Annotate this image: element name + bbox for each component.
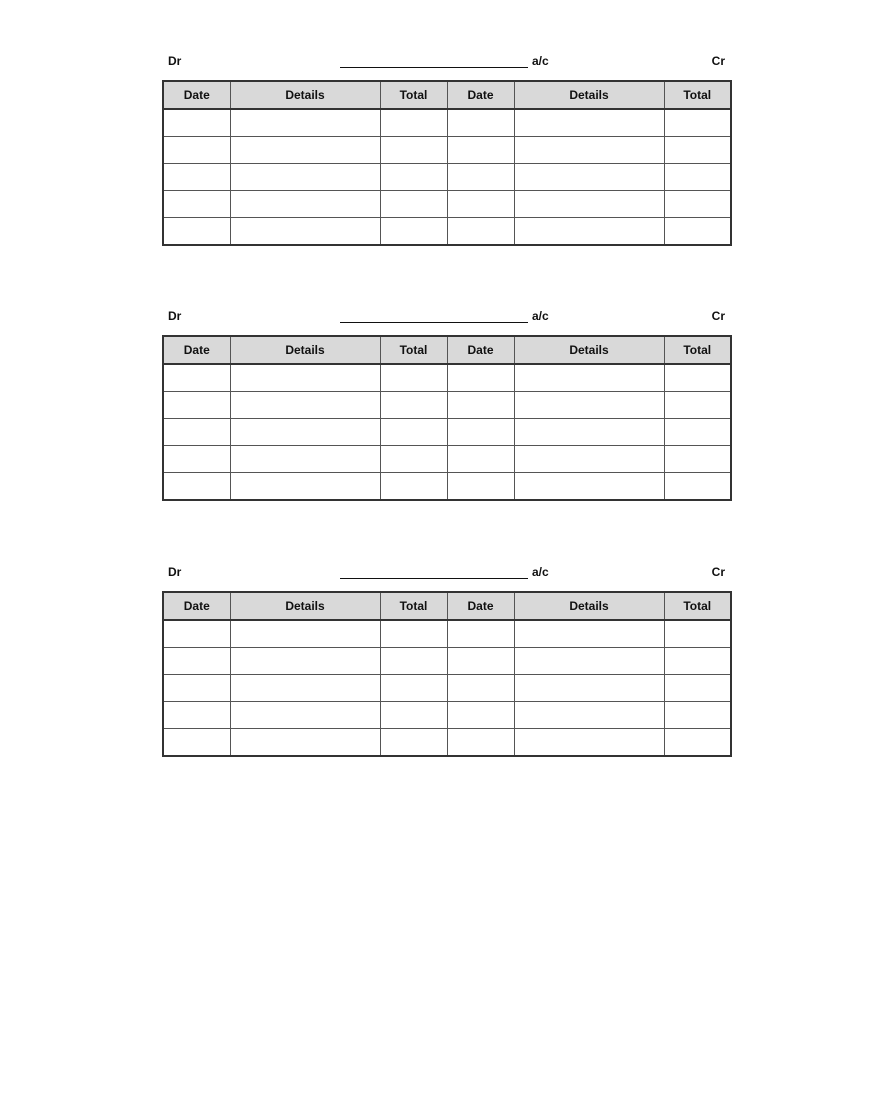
column-header-debit-date: Date — [163, 336, 230, 364]
table-cell[interactable] — [514, 218, 664, 246]
table-cell[interactable] — [514, 109, 664, 137]
table-row — [163, 191, 731, 218]
debit-label: Dr — [168, 54, 182, 68]
ledger-account-2 — [162, 309, 732, 501]
table-cell[interactable] — [447, 109, 514, 137]
account-name-blank[interactable] — [340, 566, 528, 579]
table-cell[interactable] — [163, 364, 230, 392]
table-cell[interactable] — [514, 729, 664, 757]
credit-label: Cr — [711, 565, 725, 579]
account-name-blank[interactable] — [340, 310, 528, 323]
table-cell[interactable] — [163, 648, 230, 675]
column-header-debit-date: Date — [163, 81, 230, 109]
table-cell[interactable] — [163, 446, 230, 473]
ledger-account-3 — [162, 565, 732, 757]
table-cell[interactable] — [514, 164, 664, 191]
column-header-debit-total: Total — [380, 592, 447, 620]
table-cell[interactable] — [380, 473, 447, 501]
column-header-credit-date: Date — [447, 81, 514, 109]
table-row — [163, 218, 731, 246]
account-name-line — [340, 565, 549, 579]
ledger-header — [162, 565, 732, 591]
account-suffix: a/c — [532, 309, 549, 323]
table-cell[interactable] — [514, 446, 664, 473]
table-cell[interactable] — [447, 419, 514, 446]
table-cell[interactable] — [163, 164, 230, 191]
ledger-table — [162, 80, 732, 246]
column-header-debit-total: Total — [380, 336, 447, 364]
table-cell[interactable] — [230, 729, 380, 757]
table-row — [163, 620, 731, 648]
account-name-blank[interactable] — [340, 55, 528, 68]
table-cell[interactable] — [447, 446, 514, 473]
table-row — [163, 137, 731, 164]
table-cell[interactable] — [163, 702, 230, 729]
account-suffix: a/c — [532, 565, 549, 579]
table-cell[interactable] — [514, 675, 664, 702]
table-row — [163, 702, 731, 729]
column-header-credit-date: Date — [447, 336, 514, 364]
ledger-header — [162, 54, 732, 80]
table-cell[interactable] — [230, 473, 380, 501]
table-cell[interactable] — [230, 364, 380, 392]
table-cell[interactable] — [380, 392, 447, 419]
account-name-line — [340, 54, 549, 68]
table-cell[interactable] — [664, 419, 731, 446]
table-cell[interactable] — [514, 364, 664, 392]
column-header-debit-total: Total — [380, 81, 447, 109]
table-row — [163, 109, 731, 137]
header-row — [163, 592, 731, 620]
debit-label: Dr — [168, 565, 182, 579]
table-cell[interactable] — [664, 729, 731, 757]
debit-label: Dr — [168, 309, 182, 323]
table-cell[interactable] — [230, 164, 380, 191]
table-cell[interactable] — [664, 137, 731, 164]
column-header-debit-details: Details — [230, 592, 380, 620]
table-cell[interactable] — [664, 702, 731, 729]
table-cell[interactable] — [380, 109, 447, 137]
ledger-table — [162, 591, 732, 757]
ledger-table — [162, 335, 732, 501]
table-cell[interactable] — [230, 648, 380, 675]
column-header-credit-date: Date — [447, 592, 514, 620]
table-cell[interactable] — [447, 473, 514, 501]
column-header-debit-date: Date — [163, 592, 230, 620]
table-cell[interactable] — [163, 109, 230, 137]
table-cell[interactable] — [230, 419, 380, 446]
credit-label: Cr — [711, 54, 725, 68]
column-header-debit-details: Details — [230, 336, 380, 364]
table-row — [163, 364, 731, 392]
table-cell[interactable] — [664, 164, 731, 191]
table-cell[interactable] — [230, 392, 380, 419]
column-header-credit-total: Total — [664, 81, 731, 109]
table-cell[interactable] — [447, 191, 514, 218]
table-row — [163, 648, 731, 675]
table-cell[interactable] — [447, 218, 514, 246]
table-cell[interactable] — [380, 446, 447, 473]
table-cell[interactable] — [514, 473, 664, 501]
table-cell[interactable] — [230, 109, 380, 137]
table-cell[interactable] — [380, 620, 447, 648]
table-cell[interactable] — [380, 164, 447, 191]
table-row — [163, 164, 731, 191]
account-name-line — [340, 309, 549, 323]
table-row — [163, 729, 731, 757]
table-cell[interactable] — [664, 648, 731, 675]
table-cell[interactable] — [514, 702, 664, 729]
table-row — [163, 392, 731, 419]
ledger-header — [162, 309, 732, 335]
table-cell[interactable] — [447, 364, 514, 392]
table-cell[interactable] — [380, 419, 447, 446]
table-cell[interactable] — [230, 137, 380, 164]
table-cell[interactable] — [380, 218, 447, 246]
table-cell[interactable] — [380, 702, 447, 729]
table-cell[interactable] — [230, 191, 380, 218]
header-row — [163, 81, 731, 109]
column-header-credit-details: Details — [514, 592, 664, 620]
column-header-debit-details: Details — [230, 81, 380, 109]
table-cell[interactable] — [163, 191, 230, 218]
table-cell[interactable] — [664, 392, 731, 419]
table-cell[interactable] — [447, 702, 514, 729]
table-cell[interactable] — [163, 218, 230, 246]
table-cell[interactable] — [664, 446, 731, 473]
table-cell[interactable] — [447, 620, 514, 648]
table-cell[interactable] — [230, 620, 380, 648]
table-cell[interactable] — [380, 675, 447, 702]
table-cell[interactable] — [514, 648, 664, 675]
table-cell[interactable] — [664, 218, 731, 246]
table-cell[interactable] — [664, 191, 731, 218]
table-cell[interactable] — [447, 675, 514, 702]
table-cell[interactable] — [664, 675, 731, 702]
table-cell[interactable] — [514, 620, 664, 648]
table-cell[interactable] — [447, 137, 514, 164]
table-cell[interactable] — [163, 137, 230, 164]
ledger-account-1 — [162, 54, 732, 246]
table-cell[interactable] — [447, 164, 514, 191]
table-cell[interactable] — [380, 191, 447, 218]
table-cell[interactable] — [664, 109, 731, 137]
table-cell[interactable] — [514, 191, 664, 218]
table-cell[interactable] — [163, 675, 230, 702]
table-cell[interactable] — [163, 620, 230, 648]
table-cell[interactable] — [664, 473, 731, 501]
table-cell[interactable] — [664, 620, 731, 648]
table-cell[interactable] — [380, 137, 447, 164]
table-cell[interactable] — [514, 137, 664, 164]
table-cell[interactable] — [230, 446, 380, 473]
column-header-credit-total: Total — [664, 592, 731, 620]
column-header-credit-details: Details — [514, 336, 664, 364]
table-cell[interactable] — [230, 675, 380, 702]
table-row — [163, 675, 731, 702]
table-cell[interactable] — [230, 218, 380, 246]
column-header-credit-details: Details — [514, 81, 664, 109]
table-row — [163, 473, 731, 501]
column-header-credit-total: Total — [664, 336, 731, 364]
table-cell[interactable] — [380, 729, 447, 757]
account-suffix: a/c — [532, 54, 549, 68]
table-cell[interactable] — [447, 729, 514, 757]
credit-label: Cr — [711, 309, 725, 323]
table-cell[interactable] — [380, 648, 447, 675]
table-row — [163, 419, 731, 446]
table-cell[interactable] — [163, 419, 230, 446]
table-cell[interactable] — [163, 729, 230, 757]
table-cell[interactable] — [447, 392, 514, 419]
table-row — [163, 446, 731, 473]
table-cell[interactable] — [514, 419, 664, 446]
table-cell[interactable] — [514, 392, 664, 419]
table-cell[interactable] — [380, 364, 447, 392]
table-cell[interactable] — [447, 648, 514, 675]
table-cell[interactable] — [664, 364, 731, 392]
table-cell[interactable] — [230, 702, 380, 729]
table-cell[interactable] — [163, 473, 230, 501]
table-cell[interactable] — [163, 392, 230, 419]
header-row — [163, 336, 731, 364]
